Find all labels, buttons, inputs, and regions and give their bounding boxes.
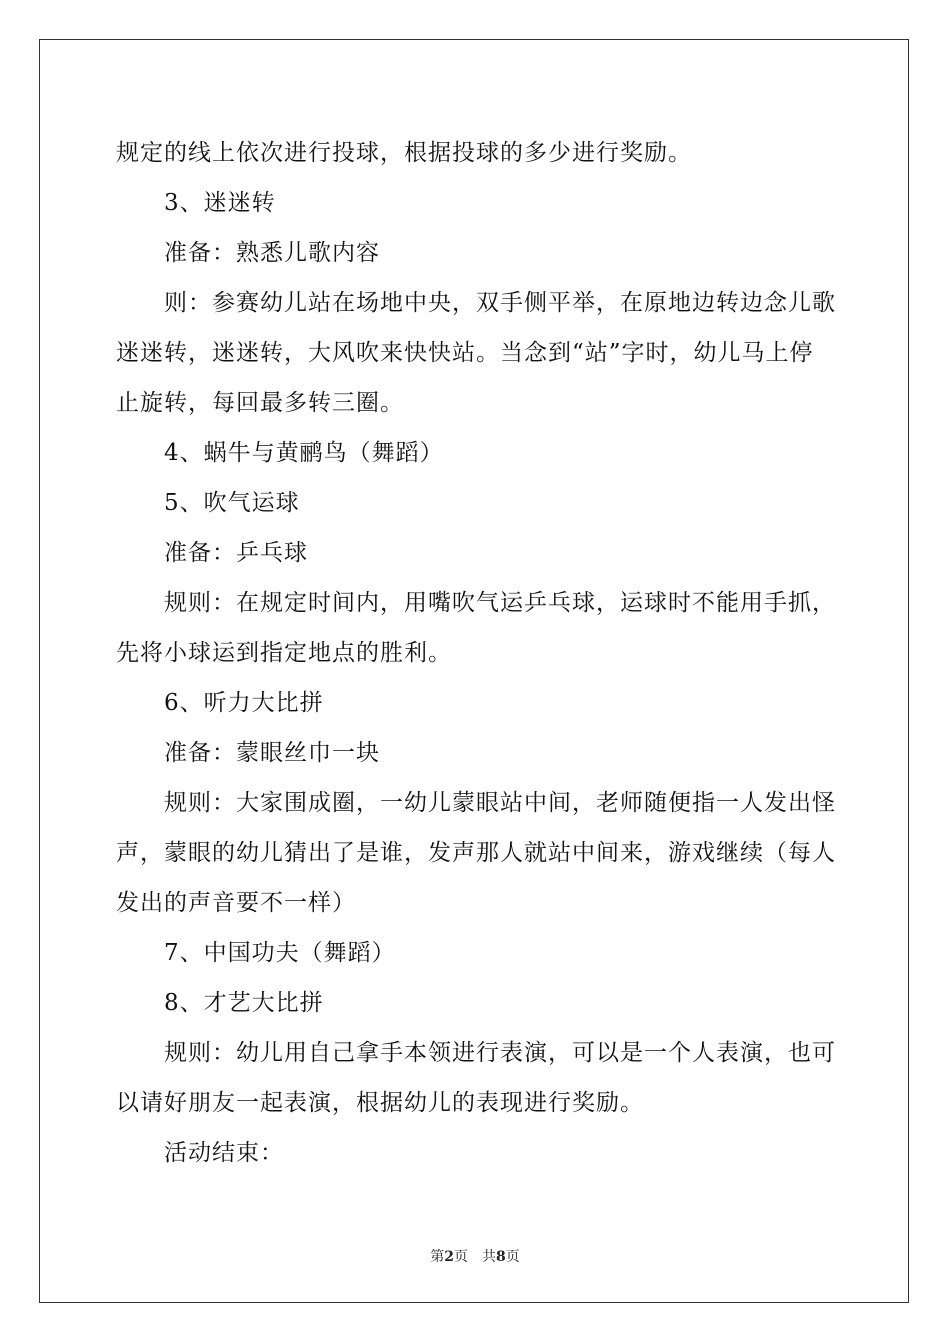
paragraph-line: 规则：在规定时间内，用嘴吹气运乒乓球，运球时不能用手抓， <box>164 590 836 616</box>
footer-page-unit: 页 <box>454 1249 468 1265</box>
total-pages-number: 8 <box>496 1249 506 1265</box>
section-heading: 4、蜗牛与黄鹂鸟（舞蹈） <box>164 440 444 466</box>
footer-prefix: 第 <box>430 1249 445 1265</box>
paragraph-line: 规定的线上依次进行投球，根据投球的多少进行奖励。 <box>116 140 692 166</box>
paragraph-line: 止旋转，每回最多转三圈。 <box>116 390 404 416</box>
paragraph-line: 准备：蒙眼丝巾一块 <box>164 740 380 766</box>
page-footer <box>0 1246 950 1266</box>
section-heading: 活动结束： <box>164 1140 284 1166</box>
paragraph-line: 准备：熟悉儿歌内容 <box>164 240 380 266</box>
current-page-number: 2 <box>444 1249 454 1265</box>
section-heading: 5、吹气运球 <box>164 490 300 516</box>
paragraph-line: 则：参赛幼儿站在场地中央，双手侧平举，在原地边转边念儿歌 <box>164 290 836 316</box>
paragraph-line: 准备：乒乓球 <box>164 540 308 566</box>
footer-total-prefix: 共 <box>482 1249 496 1265</box>
paragraph-line: 先将小球运到指定地点的胜利。 <box>116 640 452 666</box>
paragraph-line: 迷迷转，迷迷转，大风吹来快快站。当念到“站”字时，幼儿马上停 <box>116 340 814 366</box>
paragraph-line: 发出的声音要不一样） <box>116 890 356 916</box>
section-heading: 6、听力大比拼 <box>164 690 324 716</box>
document-body <box>116 128 836 1178</box>
section-heading: 8、才艺大比拼 <box>164 990 324 1016</box>
paragraph-line: 规则：幼儿用自己拿手本领进行表演，可以是一个人表演，也可 <box>164 1040 836 1066</box>
paragraph-line: 以请好朋友一起表演，根据幼儿的表现进行奖励。 <box>116 1090 644 1116</box>
footer-total-unit: 页 <box>505 1249 520 1265</box>
section-heading: 3、迷迷转 <box>164 190 276 216</box>
paragraph-line: 声，蒙眼的幼儿猜出了是谁，发声那人就站中间来，游戏继续（每人 <box>116 840 836 866</box>
paragraph-line: 规则：大家围成圈，一幼儿蒙眼站中间，老师随便指一人发出怪 <box>164 790 836 816</box>
section-heading: 7、中国功夫（舞蹈） <box>164 940 396 966</box>
